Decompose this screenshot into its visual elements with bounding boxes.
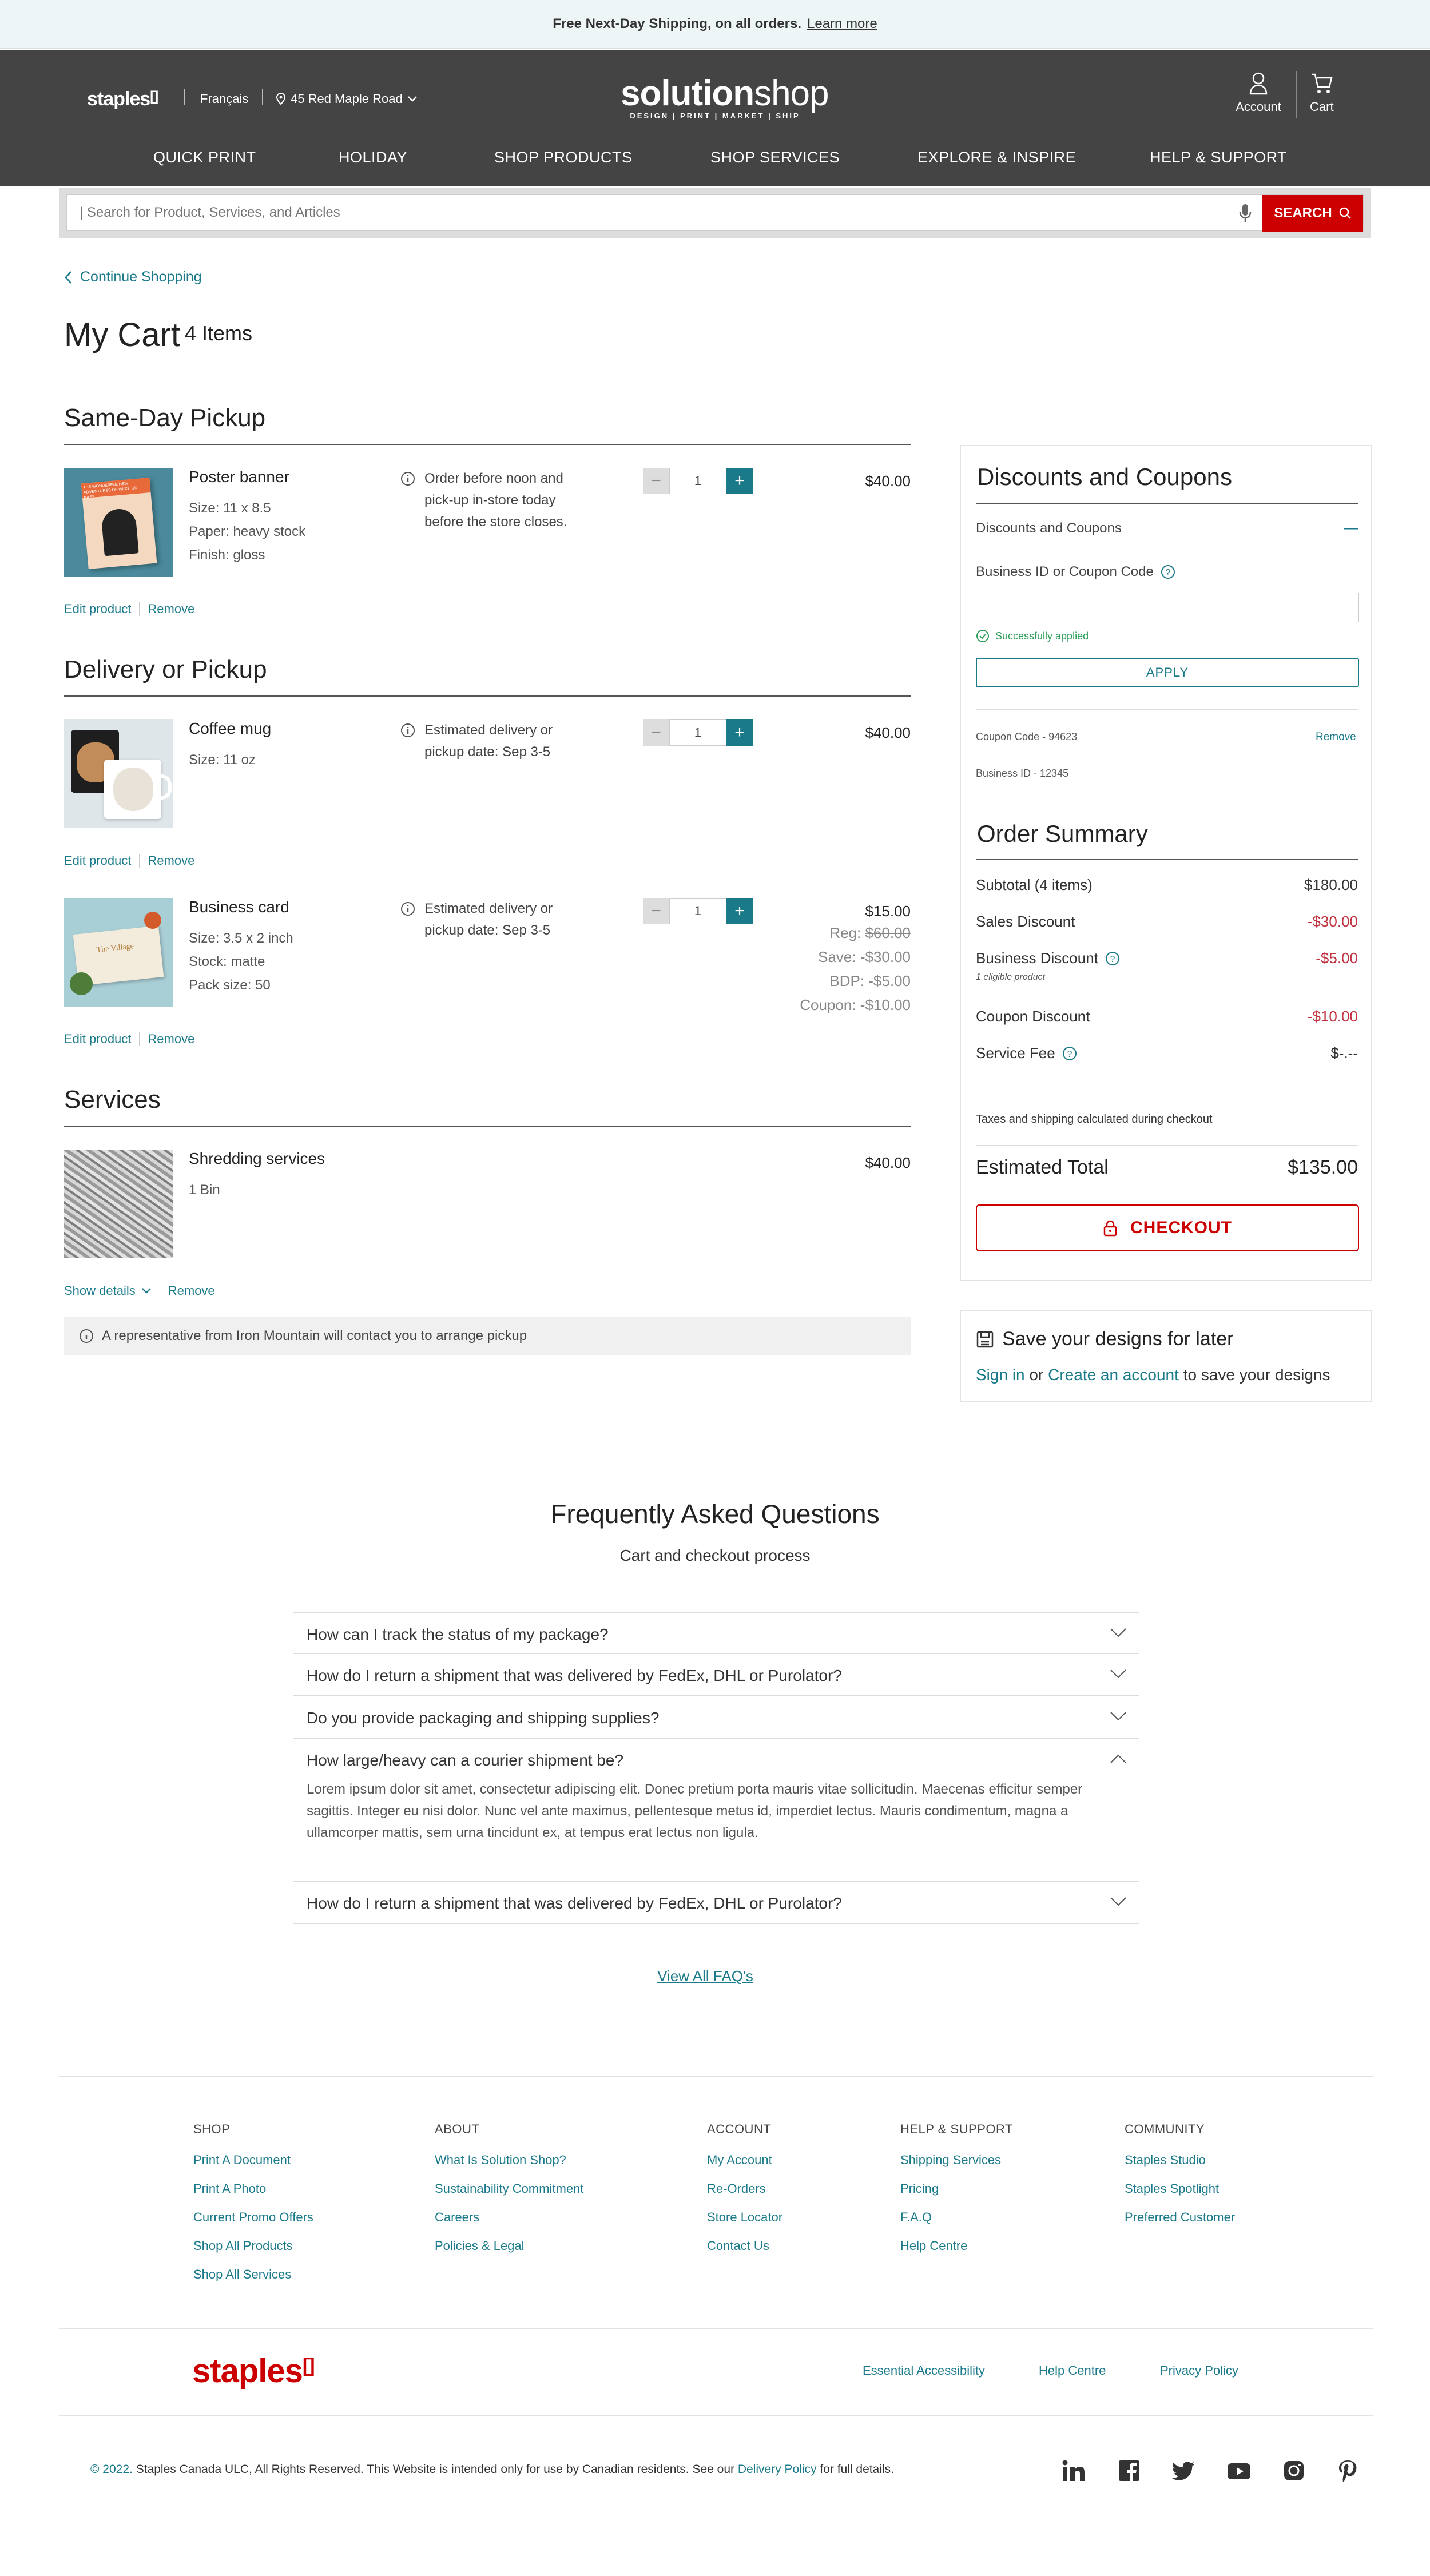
info-icon <box>79 1329 94 1343</box>
product-actions <box>64 1032 194 1047</box>
divider <box>976 1145 1358 1146</box>
product-name[interactable]: Coffee mug <box>189 719 272 737</box>
brand-tagline: DESIGN | PRINT | MARKET | SHIP <box>630 112 800 120</box>
chevron-down-icon <box>1110 1669 1127 1679</box>
continue-shopping-link[interactable]: Continue Shopping <box>64 269 202 285</box>
faq-question[interactable]: Do you provide packaging and shipping supplies? <box>293 1696 1139 1739</box>
search-bar <box>59 188 1371 238</box>
info-icon <box>400 723 415 738</box>
account-button[interactable]: Account <box>1230 72 1287 114</box>
discounts-title: Discounts and Coupons <box>977 463 1232 490</box>
footer-link[interactable]: Store Locator <box>707 2210 783 2224</box>
product-thumbnail-shredding[interactable] <box>64 1150 173 1258</box>
remove-link[interactable]: Remove <box>148 1032 195 1046</box>
create-account-link[interactable]: Create an account <box>1048 1366 1179 1384</box>
edit-product-link[interactable]: Edit product <box>64 602 132 616</box>
product-actions <box>64 1283 215 1298</box>
cart-item-count: 4 Items <box>185 321 253 345</box>
footer-link[interactable]: Current Promo Offers <box>193 2210 313 2224</box>
product-price: $40.00 <box>865 472 911 490</box>
chevron-down-icon <box>1110 1628 1127 1638</box>
business-discount-note: 1 eligible product <box>976 972 1045 982</box>
footer-column-help: HELP & SUPPORT Shipping Services Pricing F.A.Q Help Centre <box>900 2122 1013 2253</box>
product-price: $15.00 <box>865 903 911 920</box>
section-title-pickup: Same-Day Pickup <box>64 404 266 432</box>
footer-link[interactable]: Preferred Customer <box>1125 2210 1236 2224</box>
regular-price: $60.00 <box>865 924 911 941</box>
decrease-quantity-button[interactable]: − <box>643 898 669 924</box>
site-header <box>0 50 1430 186</box>
coupon-discount-row: Coupon Discount -$10.00 <box>976 1008 1358 1025</box>
remove-link[interactable]: Remove <box>148 853 195 868</box>
nav-shop-products[interactable]: SHOP PRODUCTS <box>494 149 633 166</box>
success-message: Successfully applied <box>976 629 1089 643</box>
quantity-input[interactable]: 1 <box>669 468 726 494</box>
remove-coupon-link[interactable]: Remove <box>1316 731 1356 743</box>
footer-link[interactable]: Sustainability Commitment <box>435 2181 584 2196</box>
help-icon <box>1062 1046 1077 1061</box>
footer-link[interactable]: Policies & Legal <box>435 2239 525 2253</box>
divider <box>64 695 911 697</box>
price-breakdown: Reg: $60.00 Save: -$30.00 BDP: -$5.00 Coupon: -$10.00 <box>800 921 911 1017</box>
save-designs-text: Sign in or Create an account to save your designs <box>976 1366 1330 1384</box>
faq-question[interactable]: How do I return a shipment that was delivered by FedEx, DHL or Purolator? <box>293 1882 1139 1924</box>
estimated-total-row: Estimated Total $135.00 <box>976 1156 1358 1178</box>
faq-question[interactable]: How do I return a shipment that was delivered by FedEx, DHL or Purolator? <box>293 1654 1139 1696</box>
twitter-icon[interactable] <box>1171 2459 1195 2482</box>
divider <box>59 2415 1373 2416</box>
product-specs: Size: 3.5 x 2 inch Stock: matte Pack size: 50 <box>189 931 293 993</box>
footer-help-link[interactable]: Help Centre <box>1039 2363 1106 2378</box>
nav-quick-print[interactable]: QUICK PRINT <box>153 149 256 166</box>
coupon-amount: Coupon: -$10.00 <box>800 996 911 1013</box>
divider <box>64 444 911 445</box>
footer-link[interactable]: Shop All Services <box>193 2267 292 2281</box>
linkedin-icon[interactable] <box>1062 2459 1085 2482</box>
cart-button[interactable]: Cart <box>1310 72 1334 114</box>
save-designs-box <box>960 1310 1372 1402</box>
divider <box>1296 71 1297 118</box>
footer-link[interactable]: Careers <box>435 2210 480 2224</box>
quantity-input[interactable]: 1 <box>669 719 726 746</box>
taxes-note: Taxes and shipping calculated during checkout <box>976 1113 1213 1126</box>
svg-text:?: ? <box>1110 954 1115 964</box>
search-button[interactable]: SEARCH <box>1262 195 1363 232</box>
section-title-delivery: Delivery or Pickup <box>64 655 267 683</box>
remove-link[interactable]: Remove <box>148 602 195 616</box>
nav-explore-inspire[interactable]: EXPLORE & INSPIRE <box>917 149 1077 166</box>
sales-discount-row: Sales Discount -$30.00 <box>976 913 1358 930</box>
solutionshop-logo[interactable]: solutionshop DESIGN | PRINT | MARKET | SHIP <box>621 74 829 120</box>
store-name: 45 Red Maple Road <box>291 92 403 106</box>
footer-column-about: ABOUT What Is Solution Shop? Sustainability Commitment Careers Policies & Legal <box>435 2122 584 2253</box>
info-icon <box>400 471 415 486</box>
save-amount: Save: -$30.00 <box>818 948 911 965</box>
view-all-faqs-link[interactable]: View All FAQ's <box>657 1967 753 1985</box>
collapse-icon: — <box>1344 520 1358 536</box>
microphone-icon[interactable] <box>1238 203 1252 224</box>
footer-link[interactable]: F.A.Q <box>900 2210 932 2224</box>
chevron-down-icon <box>1110 1897 1127 1907</box>
divider <box>976 859 1358 860</box>
decrease-quantity-button[interactable]: − <box>643 468 669 494</box>
youtube-icon[interactable] <box>1226 2459 1252 2482</box>
bdp-amount: BDP: -$5.00 <box>829 972 911 989</box>
nav-holiday[interactable]: HOLIDAY <box>339 149 408 166</box>
footer-link[interactable]: Print A Photo <box>193 2181 267 2196</box>
product-price: $40.00 <box>865 724 911 741</box>
save-designs-title: Save your designs for later <box>976 1328 1233 1350</box>
divider <box>976 503 1358 504</box>
language-link[interactable]: Français <box>200 92 249 106</box>
footer-privacy-link[interactable]: Privacy Policy <box>1160 2363 1238 2378</box>
business-discount-row: Business Discount ? -$5.00 <box>976 949 1358 967</box>
chevron-left-icon <box>64 271 72 284</box>
quantity-stepper <box>643 898 753 924</box>
chevron-up-icon <box>1110 1754 1127 1764</box>
increase-quantity-button[interactable]: + <box>726 898 753 924</box>
chevron-down-icon <box>141 1287 152 1294</box>
product-name[interactable]: Shredding services <box>189 1150 325 1167</box>
copyright: © 2022. Staples Canada ULC, All Rights Reserved. This Website is intended only for use by Canadian residents. See our Delivery Policy for full details. <box>90 2463 894 2476</box>
applied-business-id: Business ID - 12345 <box>976 768 1069 779</box>
product-specs: 1 Bin <box>189 1182 220 1198</box>
footer-link[interactable]: Shop All Products <box>193 2239 293 2253</box>
nav-help-support[interactable]: HELP & SUPPORT <box>1150 149 1288 166</box>
product-thumbnail-poster[interactable]: THE WONDERFUL NEW ADVENTURES OF WINSTON KASS <box>64 468 173 577</box>
subtotal-row: Subtotal (4 items) $180.00 <box>976 876 1358 893</box>
promo-text: Free Next-Day Shipping, on all orders. <box>553 16 802 31</box>
footer-link[interactable]: My Account <box>707 2153 772 2167</box>
checkout-button[interactable]: CHECKOUT <box>976 1204 1359 1251</box>
product-name[interactable]: Poster banner <box>189 468 289 486</box>
remove-link[interactable]: Remove <box>168 1283 215 1298</box>
coupon-field-label: Business ID or Coupon Code ? <box>976 564 1175 580</box>
divider <box>59 2328 1373 2329</box>
faq-question-expanded[interactable]: How large/heavy can a courier shipment be? <box>293 1739 1139 1882</box>
discounts-toggle[interactable]: Discounts and Coupons — <box>976 520 1358 536</box>
footer-link[interactable]: Shipping Services <box>900 2153 1002 2167</box>
faq-answer: Lorem ipsum dolor sit amet, consectetur adipiscing elit. Donec pretium porta mauris vitae sollicitudin. Maecenas efficitur semper sagittis. Integer eu nisi dolor. Nunc vel ante maximus, pellentesque metus id, imperdiet lectus. Mauris condimentum, magna a ullamcorper mattis, sem urna tincidunt ex, at tempus erat lectus non ligula. <box>307 1782 1083 1840</box>
divider <box>976 709 1358 710</box>
apply-button[interactable]: APPLY <box>976 658 1359 687</box>
show-details-link[interactable]: Show details <box>64 1283 152 1298</box>
product-actions <box>64 602 194 617</box>
faq-subtitle: Cart and checkout process <box>619 1547 811 1564</box>
location-pin-icon <box>276 93 286 105</box>
divider <box>59 2076 1373 2077</box>
svg-text:?: ? <box>1067 1049 1072 1059</box>
sign-in-link[interactable]: Sign in <box>976 1366 1025 1384</box>
footer-link[interactable]: Contact Us <box>707 2239 769 2253</box>
footer-accessibility-link[interactable]: Essential Accessibility <box>863 2363 985 2378</box>
section-title-services: Services <box>64 1086 161 1114</box>
nav-shop-services[interactable]: SHOP SERVICES <box>710 149 840 166</box>
product-actions <box>64 853 194 868</box>
product-thumbnail-business-card[interactable]: The Village <box>64 898 173 1007</box>
pinterest-icon[interactable] <box>1337 2459 1358 2482</box>
svg-text:?: ? <box>1165 568 1171 578</box>
chevron-down-icon <box>1110 1711 1127 1722</box>
chevron-down-icon <box>407 96 418 102</box>
service-info-banner: A representative from Iron Mountain will contact you to arrange pickup <box>64 1317 911 1355</box>
delivery-policy-link[interactable]: Delivery Policy <box>737 2463 817 2476</box>
footer-link[interactable]: Pricing <box>900 2181 939 2196</box>
instagram-icon[interactable] <box>1282 2459 1305 2482</box>
page-title: My Cart 4 Items <box>64 316 253 353</box>
faq-question[interactable]: How can I track the status of my package? <box>293 1612 1139 1654</box>
footer-column-shop: SHOP Print A Document Print A Photo Current Promo Offers Shop All Products Shop All Services <box>193 2122 313 2281</box>
faq-title: Frequently Asked Questions <box>550 1499 880 1529</box>
divider <box>184 89 185 105</box>
lock-icon <box>1103 1219 1118 1237</box>
discounts-summary-panel <box>960 445 1372 1281</box>
delivery-note: Estimated delivery or pickup date: Sep 3-5 <box>400 898 589 941</box>
delivery-note: Estimated delivery or pickup date: Sep 3-5 <box>400 719 589 763</box>
pickup-note: Order before noon and pick-up in-store today before the store closes. <box>400 468 589 533</box>
divider <box>64 1126 911 1127</box>
promo-bar <box>0 0 1430 49</box>
footer-link[interactable]: Re-Orders <box>707 2181 766 2196</box>
save-disk-icon <box>976 1330 994 1349</box>
edit-product-link[interactable]: Edit product <box>64 853 132 868</box>
quantity-input[interactable]: 1 <box>669 898 726 924</box>
check-circle-icon <box>976 629 990 643</box>
product-thumbnail-mug[interactable] <box>64 719 173 828</box>
quantity-stepper <box>643 468 753 494</box>
increase-quantity-button[interactable]: + <box>726 468 753 494</box>
footer-link[interactable]: Staples Spotlight <box>1125 2181 1220 2196</box>
search-input[interactable] <box>67 195 1268 230</box>
coupon-code-input[interactable] <box>976 593 1359 622</box>
product-price: $40.00 <box>865 1154 911 1171</box>
decrease-quantity-button[interactable]: − <box>643 719 669 746</box>
quantity-stepper <box>643 719 753 746</box>
user-icon <box>1249 72 1268 95</box>
footer-staples-logo[interactable]: staples[] <box>192 2352 315 2390</box>
product-name[interactable]: Business card <box>189 898 289 916</box>
order-summary-title: Order Summary <box>977 820 1148 847</box>
service-fee-row: Service Fee ? $-.-- <box>976 1044 1358 1062</box>
cart-icon <box>1310 72 1333 95</box>
footer-link[interactable]: What Is Solution Shop? <box>435 2153 566 2167</box>
help-icon <box>1161 565 1175 579</box>
promo-learn-more-link[interactable]: Learn more <box>807 16 877 31</box>
store-selector[interactable] <box>276 92 418 106</box>
staples-logo[interactable]: staples[] <box>87 88 158 110</box>
increase-quantity-button[interactable]: + <box>726 719 753 746</box>
footer-link[interactable]: Print A Document <box>193 2153 291 2167</box>
footer-link[interactable]: Help Centre <box>900 2239 968 2253</box>
product-specs: Size: 11 oz <box>189 752 256 768</box>
product-specs: Size: 11 x 8.5 Paper: heavy stock Finish: gloss <box>189 500 306 563</box>
search-icon <box>1339 207 1352 220</box>
applied-coupon: Coupon Code - 94623 <box>976 731 1078 742</box>
footer-column-community: COMMUNITY Staples Studio Staples Spotlight Preferred Customer <box>1125 2122 1236 2224</box>
divider <box>262 89 263 105</box>
footer-link[interactable]: Staples Studio <box>1125 2153 1206 2167</box>
help-icon <box>1105 951 1120 966</box>
facebook-icon[interactable] <box>1118 2459 1141 2482</box>
edit-product-link[interactable]: Edit product <box>64 1032 132 1046</box>
info-icon <box>400 901 415 916</box>
footer-column-account: ACCOUNT My Account Re-Orders Store Locator Contact Us <box>707 2122 783 2253</box>
